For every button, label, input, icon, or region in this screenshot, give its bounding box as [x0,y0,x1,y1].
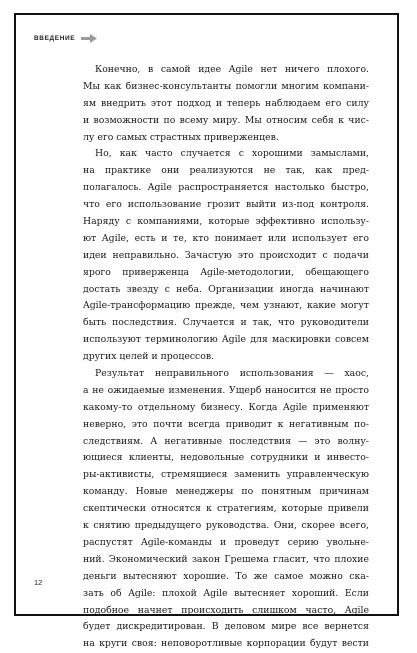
text-line: быть последствия. Случается и так, что руководители [83,317,369,329]
text-line: идеи неправильно. Зачастую это происходит с подачи [83,249,369,261]
section-label: ВВЕДЕНИЕ [34,35,76,42]
text-line: что его использование грозит выйти из-под контроля. [83,199,369,211]
text-line: подобное начнет происходить слишком часто, Agile [83,604,369,616]
page-number: 12 [34,578,43,587]
text-line: ям внедрить этот подход и теперь наблюдаем его силу [83,97,369,109]
text-line: к снятию предыдущего руководства. Они, скорее всего, [83,520,369,532]
text-line: ры-активисты, стремящиеся заменить управленческую [83,469,369,481]
text-line: деньги вытесняют хорошие. То же самое можно ска- [83,570,369,582]
text-line: Но, как часто случается с хорошими замыслами, [95,148,369,160]
text-line: ют Agile, есть и те, кто понимает или использует его [83,232,369,244]
text-line: ний. Экономический закон Грешема гласит, что плохие [83,553,369,565]
arrow-right-icon [81,34,97,43]
text-line: Мы как бизнес-консультанты помогли многим компани- [83,80,369,92]
text-line: команду. Новые менеджеры по понятным причинам [83,486,369,498]
text-line: скептически относятся к стратегиям, которые привели [83,503,369,515]
text-line: какому-то отдельному бизнесу. Когда Agile применяют [83,401,369,413]
text-line: неверно, это почти всегда приводит к негативным по- [83,418,369,430]
text-line: полагалось. Agile распространяется настолько быстро, [83,182,369,194]
running-header [34,34,97,43]
text-line: Agile-трансформацию прежде, чем узнают, какие могут [83,300,369,312]
text-line: зать об Agile: плохой Agile вытесняет хороший. Если [83,587,369,599]
text-line: на практике они реализуются не так, как пред- [83,165,369,177]
text-line: лу его самых страстных приверженцев. [83,131,279,143]
text-line: на круги своя: неповоротливые корпорации будут вести [83,638,369,650]
text-line: других целей и процессов. [83,351,215,363]
text-line: следствиям. А негативные последствия — это волну- [83,435,369,447]
text-line: а не ожидаемые изменения. Ущерб наносится не просто [83,384,369,396]
text-line: Наряду с компаниями, которые эффективно использу- [83,216,369,228]
text-line: будет дискредитирован. В деловом мире все вернется [83,621,369,633]
text-line: Конечно, в самой идее Agile нет ничего плохого. [95,64,369,75]
text-line: распустят Agile-команды и проведут серию увольне- [83,536,369,548]
text-line: ярого приверженца Agile-методологии, обещающего [83,266,369,278]
text-line: достать звезду с неба. Организации иногда начинают [83,283,369,295]
text-line: используют терминологию Agile для маскировки совсем [83,334,369,346]
text-line: и возможности по всему миру. Мы относим себя к чис- [83,114,369,126]
text-line: Результат неправильного использования — хаос, [95,368,369,380]
text-line: ющиеся клиенты, недовольные сотрудники и инвесто- [83,452,369,464]
body-text [83,62,369,653]
